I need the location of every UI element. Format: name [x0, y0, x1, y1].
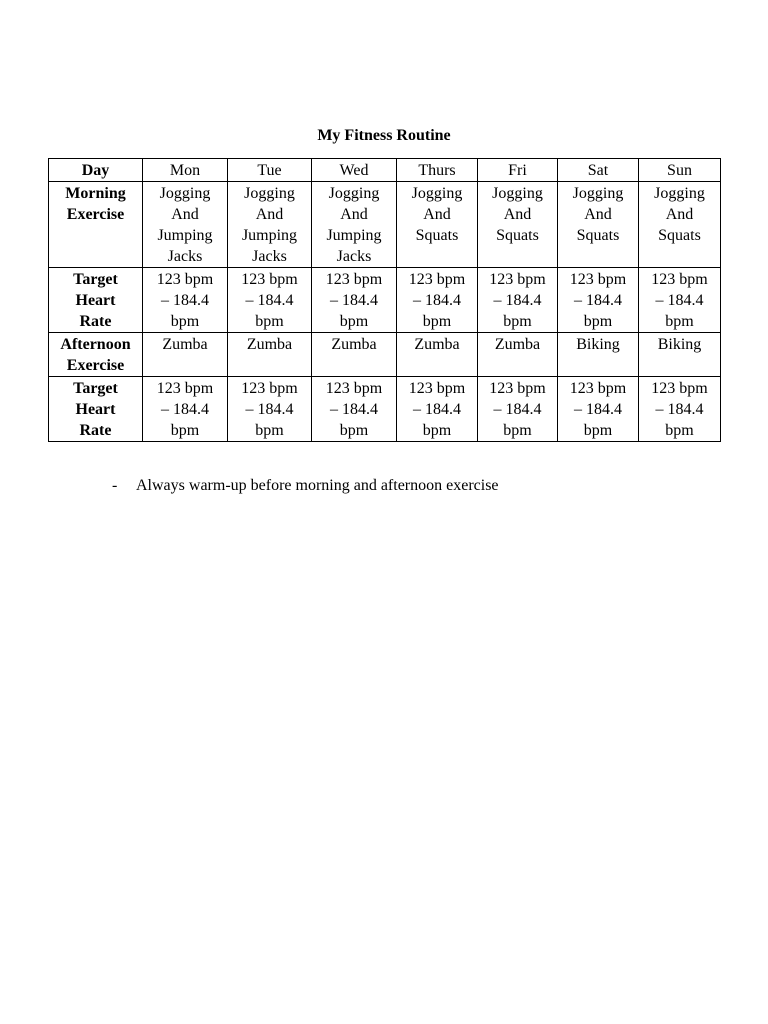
table-cell: Biking — [639, 333, 721, 377]
day-header-wed: Wed — [312, 159, 397, 182]
table-cell: Jogging And Jumping Jacks — [143, 182, 228, 268]
table-cell: 123 bpm – 184.4 bpm — [639, 377, 721, 442]
table-row-target-heart-rate-afternoon — [49, 377, 721, 442]
table-cell: 123 bpm – 184.4 bpm — [478, 377, 558, 442]
table-row-afternoon-exercise — [49, 333, 721, 377]
table-cell: Jogging And Jumping Jacks — [228, 182, 312, 268]
table-cell: 123 bpm – 184.4 bpm — [397, 377, 478, 442]
table-cell: 123 bpm – 184.4 bpm — [143, 377, 228, 442]
table-row-target-heart-rate-morning — [49, 268, 721, 333]
row-label-morning-exercise: Morning Exercise — [49, 182, 143, 268]
table-cell: Jogging And Squats — [639, 182, 721, 268]
table-cell: Zumba — [397, 333, 478, 377]
day-header-thurs: Thurs — [397, 159, 478, 182]
table-cell: 123 bpm – 184.4 bpm — [478, 268, 558, 333]
day-header-sun: Sun — [639, 159, 721, 182]
table-cell: 123 bpm – 184.4 bpm — [312, 268, 397, 333]
table-cell: 123 bpm – 184.4 bpm — [143, 268, 228, 333]
row-label-target-heart-rate: Target Heart Rate — [49, 268, 143, 333]
day-header-fri: Fri — [478, 159, 558, 182]
table-cell: 123 bpm – 184.4 bpm — [228, 377, 312, 442]
table-cell: 123 bpm – 184.4 bpm — [558, 268, 639, 333]
day-header-tue: Tue — [228, 159, 312, 182]
table-cell: Zumba — [478, 333, 558, 377]
table-row-morning-exercise — [49, 182, 721, 268]
table-cell: Zumba — [228, 333, 312, 377]
warm-up-note — [112, 476, 499, 496]
row-label-afternoon-exercise: Afternoon Exercise — [49, 333, 143, 377]
table-cell: 123 bpm – 184.4 bpm — [639, 268, 721, 333]
table-cell: Jogging And Squats — [397, 182, 478, 268]
table-cell: Zumba — [143, 333, 228, 377]
day-header-sat: Sat — [558, 159, 639, 182]
table-cell: Jogging And Jumping Jacks — [312, 182, 397, 268]
page-title: My Fitness Routine — [317, 127, 451, 144]
row-label-target-heart-rate: Target Heart Rate — [49, 377, 143, 442]
table-cell: Zumba — [312, 333, 397, 377]
day-header-mon: Mon — [143, 159, 228, 182]
table-cell: 123 bpm – 184.4 bpm — [228, 268, 312, 333]
table-cell: 123 bpm – 184.4 bpm — [397, 268, 478, 333]
table-cell: Jogging And Squats — [478, 182, 558, 268]
fitness-routine-table — [48, 158, 721, 442]
note-bullet: - — [112, 477, 118, 494]
note-text: Always warm-up before morning and afternoon exercise — [136, 477, 499, 494]
table-cell: Jogging And Squats — [558, 182, 639, 268]
corner-header-cell: Day — [49, 159, 143, 182]
table-cell: 123 bpm – 184.4 bpm — [312, 377, 397, 442]
table-cell: 123 bpm – 184.4 bpm — [558, 377, 639, 442]
table-header-row — [49, 159, 721, 182]
table-cell: Biking — [558, 333, 639, 377]
